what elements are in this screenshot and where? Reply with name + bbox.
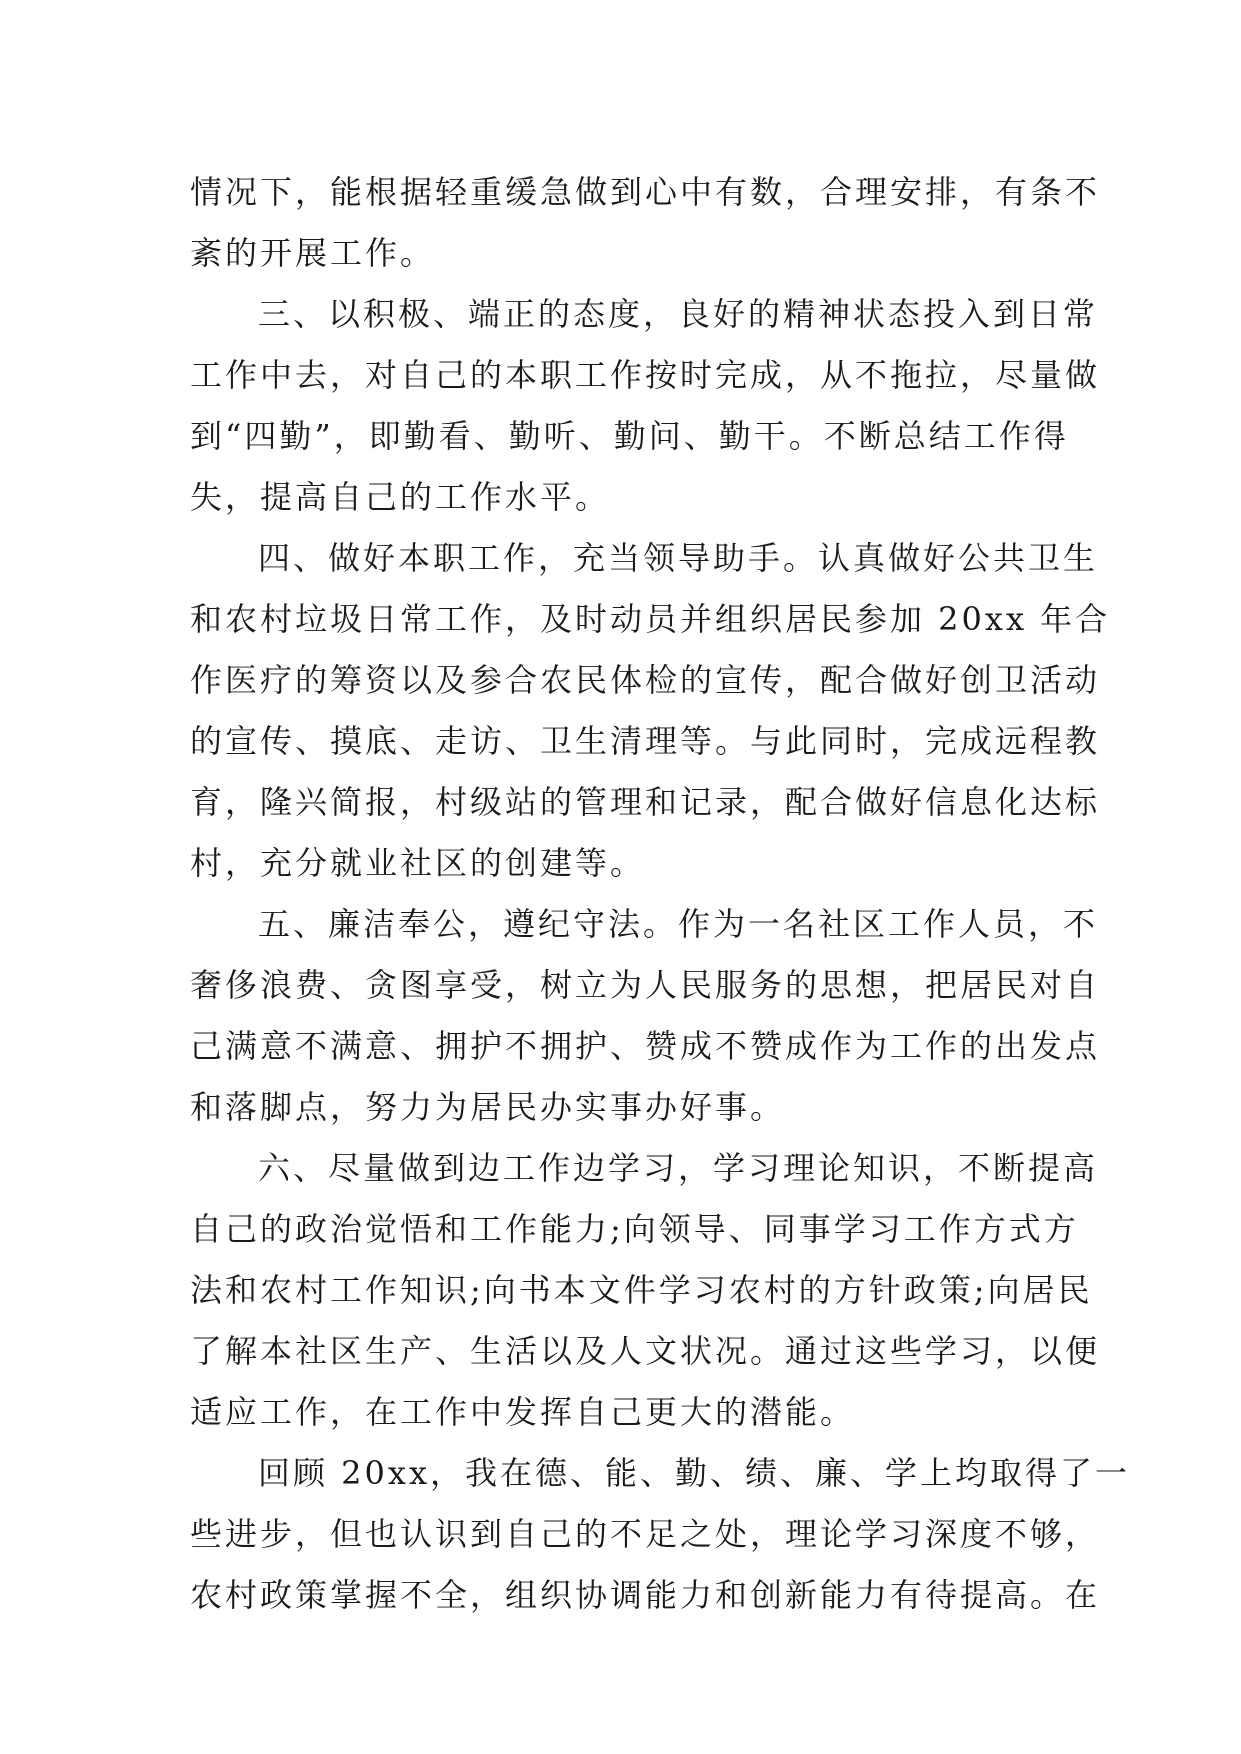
text-line: 的宣传、摸底、走访、卫生清理等。与此同时，完成远程教 [190, 722, 1101, 760]
text-line: 和落脚点，努力为居民办实事办好事。 [190, 1088, 786, 1126]
text-line: 自己的政治觉悟和工作能力;向领导、同事学习工作方式方 [190, 1210, 1079, 1248]
text-line: 育，隆兴简报，村级站的管理和记录，配合做好信息化达标 [190, 783, 1101, 821]
text-line: 农村政策掌握不全，组织协调能力和创新能力有待提高。在 [190, 1576, 1101, 1614]
text-line: 作医疗的筹资以及参合农民体检的宣传，配合做好创卫活动 [190, 661, 1101, 699]
text-line: 六、尽量做到边工作边学习，学习理论知识，不断提高 [258, 1149, 1099, 1187]
text-line: 奢侈浪费、贪图享受，树立为人民服务的思想，把居民对自 [190, 966, 1101, 1004]
text-line: 工作中去，对自己的本职工作按时完成，从不拖拉，尽量做 [190, 356, 1101, 394]
text-line: 到“四勤”，即勤看、勤听、勤问、勤干。不断总结工作得 [190, 417, 1069, 455]
text-line: 失，提高自己的工作水平。 [190, 478, 611, 516]
document-body [190, 162, 1130, 1626]
text-line: 了解本社区生产、生活以及人文状况。通过这些学习，以便 [190, 1332, 1101, 1370]
text-line: 法和农村工作知识;向书本文件学习农村的方针政策;向居民 [190, 1271, 1093, 1309]
text-line: 紊的开展工作。 [190, 234, 436, 272]
text-line: 三、以积极、端正的态度，良好的精神状态投入到日常 [258, 295, 1099, 333]
text-line: 村，充分就业社区的创建等。 [190, 844, 646, 882]
text-line: 己满意不满意、拥护不拥护、赞成不赞成作为工作的出发点 [190, 1027, 1101, 1065]
text-line: 适应工作，在工作中发挥自己更大的潜能。 [190, 1393, 856, 1431]
text-line: 四、做好本职工作，充当领导助手。认真做好公共卫生 [258, 539, 1099, 577]
text-line: 五、廉洁奉公，遵纪守法。作为一名社区工作人员，不 [258, 905, 1099, 943]
text-line: 回顾 20xx，我在德、能、勤、绩、廉、学上均取得了一 [258, 1454, 1130, 1492]
text-line: 和农村垃圾日常工作，及时动员并组织居民参加 20xx 年合 [190, 600, 1111, 638]
text-line: 些进步，但也认识到自己的不足之处，理论学习深度不够， [190, 1515, 1101, 1553]
text-line: 情况下，能根据轻重缓急做到心中有数，合理安排，有条不 [190, 173, 1101, 211]
